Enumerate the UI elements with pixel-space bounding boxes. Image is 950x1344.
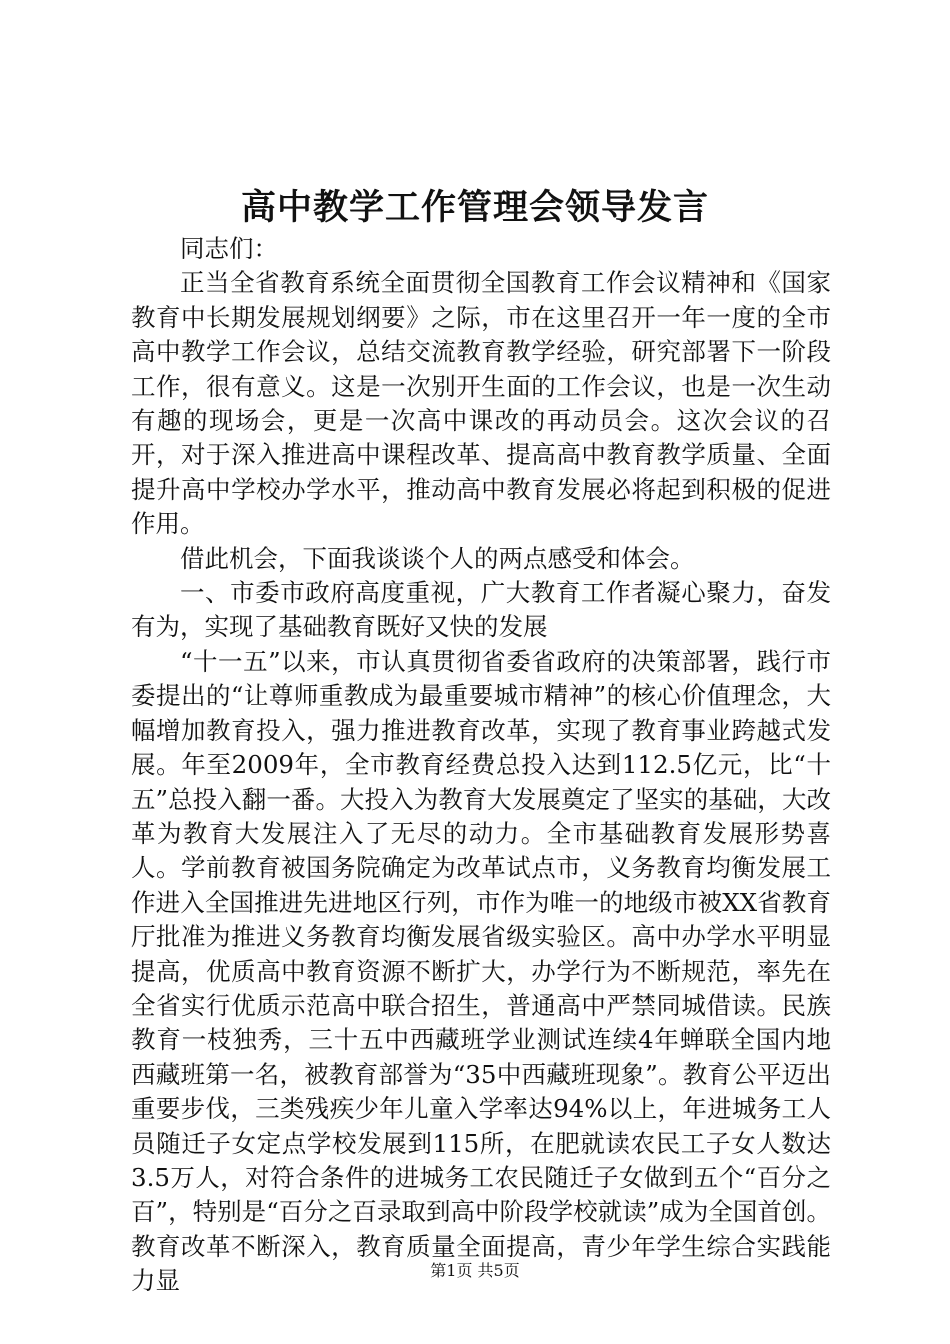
body-paragraph: 借此机会，下面我谈谈个人的两点感受和体会。	[180, 543, 695, 573]
body-paragraph: “十一五”以来，市认真贯彻省委省政府的决策部署，践行市委提出的“让尊师重教成为最重要城市精神”的核心价值理念，大幅增加教育投入，强力推进教育改革，实现了教育事业跨越式发展。年至2009年，全市教育经费总投入达到112.5亿元，比“十五”总投入翻一番。大投入为教育大发展奠定了坚实的基础，大改革为教育大发展注入了无尽的动力。全市基础教育发展形势喜人。学前教育被国务院确定为改革试点市，义务教育均衡发展工作进入全国推进先进地区行列，市作为唯一的地级市被XX省教育厅批准为推进义务教育均衡发展省级实验区。高中办学水平明显提高，优质高中教育资源不断扩大，办学行为不断规范，率先在全省实行优质示范高中联合招生，普通高中严禁同城借读。民族教育一枝独秀，三十五中西藏班学业测试连续4年蝉联全国内地西藏班第一名，被教育部誉为“35中西藏班现象”。教育公平迈出重要步伐，三类残疾少年儿童入学率达94%以上，年进城务工人员随迁子女定点学校发展到115所，在肥就读农民工子女人数达3.5万人，对符合条件的进城务工农民随迁子女做到五个“百分之百”，特别是“百分之百录取到高中阶段学校就读”成为全国首创。教育改革不断深入，教育质量全面提高，青少年学生综合实践能力显	[131, 646, 831, 1296]
document-body	[131, 232, 831, 1299]
salutation-paragraph: 同志们：	[180, 234, 278, 263]
document-title: 高中教学工作管理会领导发言	[240, 187, 709, 228]
page-footer: 第1页 共5页	[430, 1261, 520, 1280]
body-paragraph: 正当全省教育系统全面贯彻全国教育工作会议精神和《国家教育中长期发展规划纲要》之际，市在这里召开一年一度的全市高中教学工作会议，总结交流教育教学经验，研究部署下一阶段工作，很有意义。这是一次别开生面的工作会议，也是一次生动有趣的现场会，更是一次高中课改的再动员会。这次会议的召开，对于深入推进高中课程改革、提高高中教育教学质量、全面提升高中学校办学水平，推动高中教育发展必将起到积极的促进作用。	[131, 268, 831, 539]
section-heading-paragraph: 一、市委市政府高度重视，广大教育工作者凝心聚力，奋发有为，实现了基础教育既好又快的发展	[131, 578, 831, 642]
